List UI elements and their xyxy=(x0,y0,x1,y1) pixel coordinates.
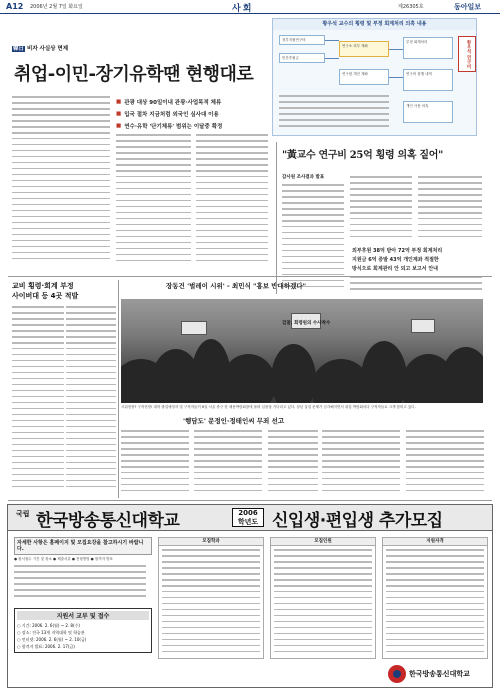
column-divider xyxy=(118,280,119,498)
ad-column xyxy=(158,537,264,659)
arrow-icon xyxy=(389,77,403,78)
lower-body-col2 xyxy=(194,430,262,496)
arrow-icon xyxy=(325,40,339,41)
infographic-title: 황우석 교수의 횡령 및 부정 회계처리 의혹 내용 xyxy=(273,19,476,30)
infographic-box: 연구원 개인 계좌 xyxy=(339,69,389,85)
arrow-icon xyxy=(389,49,403,50)
bullet-text: 90일이내 관광·사업목적 체류 xyxy=(149,100,222,106)
headline-bullets xyxy=(116,96,271,132)
bullet-tag: 연수·유학 xyxy=(124,124,148,130)
ad-year-badge: 2006 학년도 xyxy=(232,508,264,527)
red-stamp-label: 황우석 연구비 xyxy=(458,36,476,72)
section-divider xyxy=(8,276,492,277)
ad-prefix: 국립 xyxy=(16,510,30,518)
infographic-box: 부정 회계처리 xyxy=(403,37,453,59)
left-body-col1 xyxy=(12,306,64,496)
lower-body-col3 xyxy=(268,430,318,496)
bullet-text: '단기체류' 범위는 이달중 확정 xyxy=(149,124,223,130)
lower-body-col5 xyxy=(406,430,484,496)
article-body-col1 xyxy=(12,96,110,266)
infographic-box: 연구비 집행 내역 xyxy=(403,69,453,91)
bullet-item: ■ 관광 대상 90일이내 관광·사업목적 체류 xyxy=(116,99,222,106)
lower-body-col1 xyxy=(121,430,189,496)
main-headline[interactable]: 취업-이민-장기유학땐 현행대로 xyxy=(14,64,254,85)
bullet-item: ■ 입국 절차 지금처럼 외국인 심사대 이용 xyxy=(116,111,219,118)
series-kicker xyxy=(12,44,68,52)
ad-column xyxy=(382,537,488,659)
bullet-item: ■ 연수·유학 '단기체류' 범위는 이달중 확정 xyxy=(116,123,223,130)
edition-number: 제26305호 xyxy=(398,4,424,10)
bullet-tag: 관광 대상 xyxy=(124,100,148,106)
ad-column-head: 지원자격 xyxy=(383,538,487,546)
lower-right-kicker: 검찰, 회령원의 수사착수 xyxy=(282,321,331,326)
section-title: 사회 xyxy=(232,4,254,14)
issue-date: 2006년 2월 7일 화요일 xyxy=(30,4,83,10)
left-body-col2 xyxy=(66,306,116,496)
right-body-tail xyxy=(350,276,482,296)
infographic-box: 연구소 외부 계좌 xyxy=(339,41,389,57)
newspaper-logo: 동아일보 xyxy=(454,2,482,11)
right-body-col2 xyxy=(350,176,412,242)
ad-box-row: ○ 기간: 2006. 2. 6(월) ~ 2. 8(수) xyxy=(17,623,80,628)
right-body-col3 xyxy=(418,176,482,242)
ad-box-row: ○ 인터넷: 2006. 2. 6(월) ~ 2. 10(금) xyxy=(17,637,87,642)
ad-box-row: ○ 장소: 전국 13개 지역대학 및 학습관 xyxy=(17,630,85,635)
right-story-headline[interactable]: "黃교수 연구비 25억 횡령 의혹 짙어" xyxy=(282,150,444,161)
ad-box-row: ○ 합격자 발표: 2006. 2. 17(금) xyxy=(17,644,75,649)
bullet-tag: 입국 절차 xyxy=(124,112,148,118)
ad-column xyxy=(270,537,376,659)
ad-university-name: 한국방송통신대학교 xyxy=(36,511,180,531)
bullet-text: 지금처럼 외국인 심사대 이용 xyxy=(149,112,219,118)
masthead xyxy=(0,0,500,14)
right-story-kicker: 감사원 조사결과 발표 xyxy=(282,175,325,180)
infographic-notes xyxy=(279,95,389,131)
infographic-box: 정부지원연구비 xyxy=(279,35,325,45)
ad-application-box xyxy=(14,608,152,653)
article-body-col3 xyxy=(196,134,268,266)
page-number: A12 xyxy=(6,2,24,11)
ad-panel-text xyxy=(14,565,146,605)
ad-info-panel xyxy=(14,537,152,683)
ad-footer xyxy=(388,663,488,685)
ad-column-head: 모집인원 xyxy=(271,538,375,546)
infographic-box: 민간후원금 xyxy=(279,53,325,63)
ad-box-title: 지원서 교부 및 접수 xyxy=(17,611,149,620)
ad-detail-grid xyxy=(158,537,488,659)
ad-column-head: 모집학과 xyxy=(159,538,263,546)
kicker-tag: 韓日 xyxy=(13,46,25,52)
lower-body-col4 xyxy=(322,430,400,496)
right-story-subheads: 외부후원 38억 받아 72억 부정 회계처리 지원금 6억 증발 43억 개인계좌 적절한 방식으로 회계관리 안 되고 보고서 안내 xyxy=(352,248,443,272)
photo-caption: 시위현장? 구직현장! 대학 졸업예정자 및 구직자들이 6일 서울 중구 한 채용박람회장에 몰려 입장을 기다리고 있다. 청년 실업 문제가 심각해지면서 취업 박람회마다 구직자들로 크게 붐비고 있다. xyxy=(121,405,416,409)
column-divider xyxy=(276,142,277,294)
mid-headline[interactable]: 장동건 '벌레이 시위' - 최민식 "홍보 반대하겠다" xyxy=(166,282,307,290)
ad-banner xyxy=(8,505,492,531)
ad-admission-title: 신입생·편입생 추가모집 xyxy=(272,511,443,531)
infographic-box: 개인 사용 의혹 xyxy=(403,101,453,123)
news-photo[interactable] xyxy=(121,299,483,403)
university-logo-icon xyxy=(388,665,406,683)
article-body-col2 xyxy=(116,134,191,266)
right-body-col1 xyxy=(282,184,344,294)
arrow-icon xyxy=(325,58,339,59)
infographic xyxy=(272,18,477,136)
lower-headline[interactable]: '행담도' 문정인·정태인씨 무죄 선고 xyxy=(183,417,285,425)
ad-footer-name: 한국방송통신대학교 xyxy=(409,670,470,678)
university-admission-ad[interactable] xyxy=(7,504,493,688)
left-story-headline[interactable]: 교비 횡령·회계 부정 사이버대 등 4곳 적발 xyxy=(12,282,79,300)
kicker-text: 비자 사실상 면제 xyxy=(27,46,69,52)
ad-panel-note: ● 원서접수 기간 및 장소 ● 제출서류 ● 전형방법 ● 합격자 발표 xyxy=(14,557,113,561)
ad-divider xyxy=(8,500,492,501)
ad-panel-head: 자세한 사항은 홈페이지 및 모집요강을 참고하시기 바랍니다. xyxy=(14,537,152,555)
